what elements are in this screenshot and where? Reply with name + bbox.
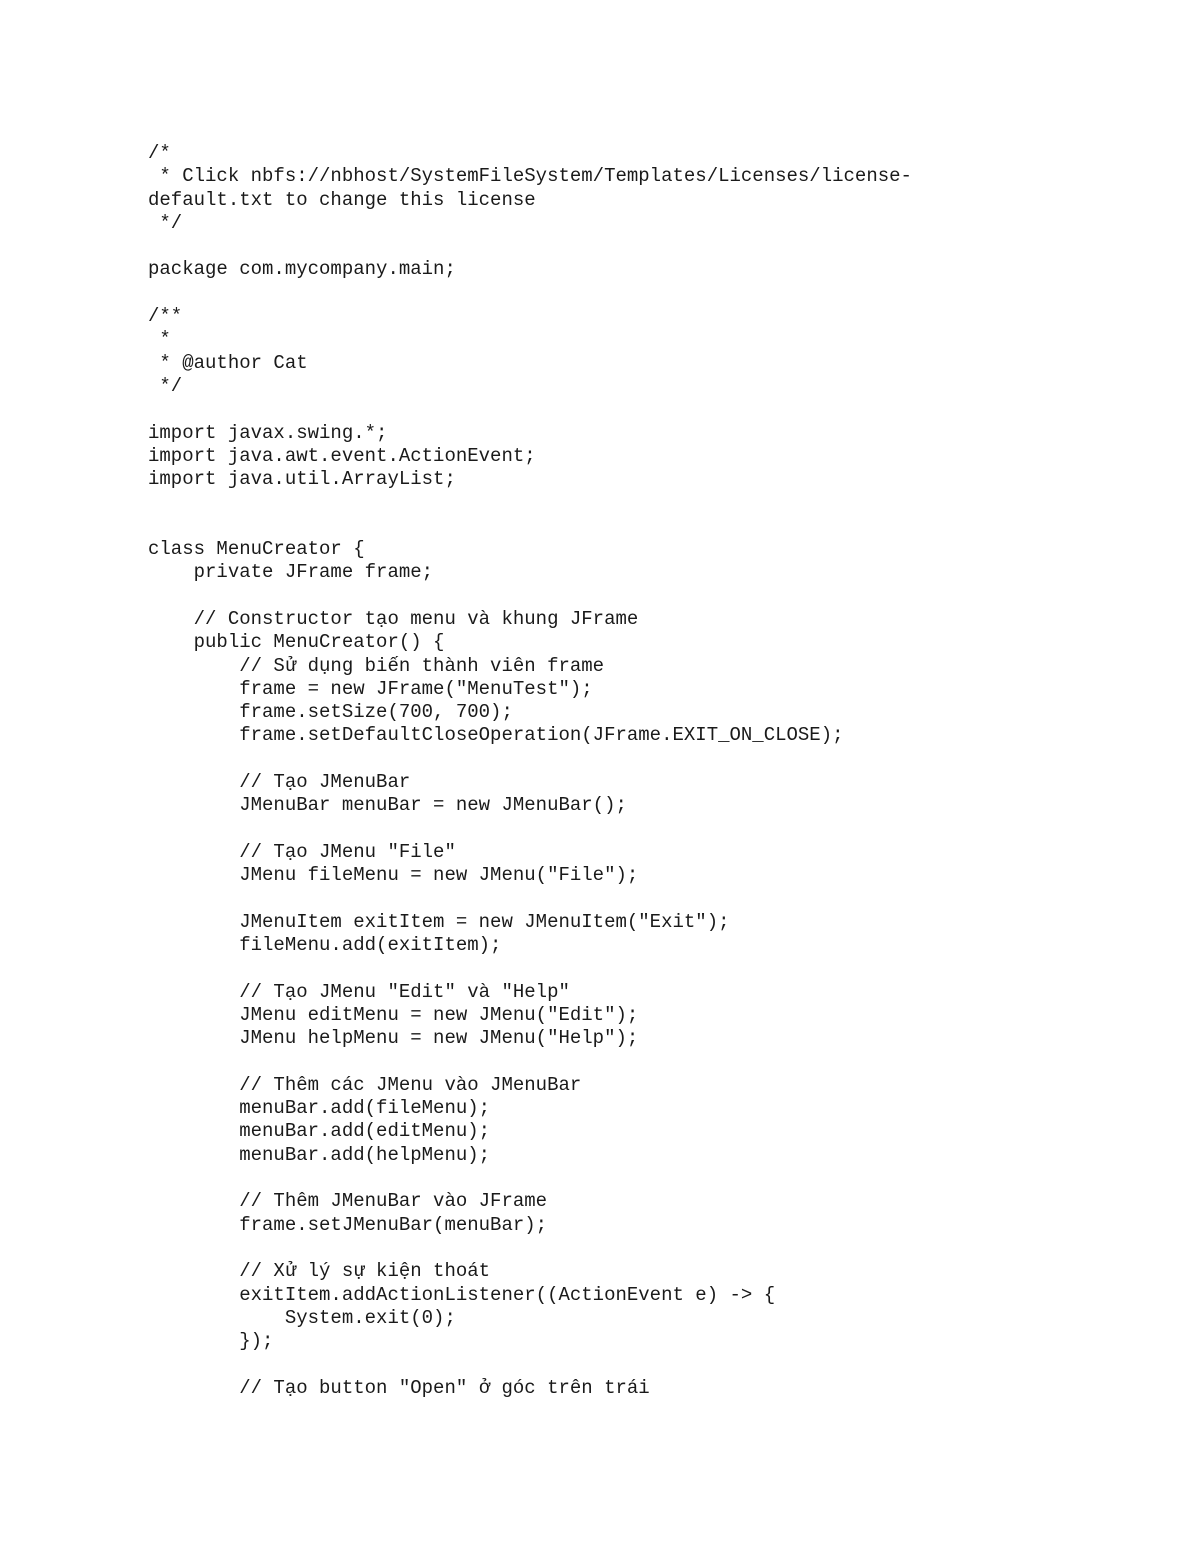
code-line: import java.util.ArrayList; [148, 468, 456, 491]
code-line: private JFrame frame; [148, 561, 434, 584]
blank-line [148, 491, 1148, 514]
blank-line [148, 1353, 1148, 1376]
blank-line [148, 748, 1148, 771]
blank-line [148, 888, 1148, 911]
code-line: import java.awt.event.ActionEvent; [148, 444, 536, 467]
blank-line [148, 1167, 1148, 1190]
code-line: JMenu helpMenu = new JMenu("Help"); [148, 1027, 639, 1050]
blank-line [148, 398, 1148, 421]
code-line: // Tạo JMenu "Edit" và "Help" [148, 980, 570, 1003]
blank-line [148, 282, 1148, 305]
blank-line [148, 818, 1148, 841]
code-line: // Sử dụng biến thành viên frame [148, 654, 605, 677]
code-line: frame.setSize(700, 700); [148, 701, 513, 724]
code-line: frame.setDefaultCloseOperation(JFrame.EXIT_ON_CLOSE); [148, 724, 844, 747]
code-line: System.exit(0); [148, 1306, 456, 1329]
blank-line [148, 235, 1148, 258]
code-line: * @author Cat [148, 351, 308, 374]
code-line: */ [148, 374, 183, 397]
code-line: /** [148, 305, 183, 328]
code-listing [148, 142, 1148, 1400]
blank-line [148, 515, 1148, 538]
code-line: JMenu editMenu = new JMenu("Edit"); [148, 1003, 639, 1026]
code-line: // Tạo JMenuBar [148, 771, 411, 794]
blank-line [148, 957, 1148, 980]
code-line: fileMenu.add(exitItem); [148, 934, 502, 957]
code-line: exitItem.addActionListener((ActionEvent e) -> { [148, 1283, 776, 1306]
code-line: package com.mycompany.main; [148, 258, 456, 281]
code-line: default.txt to change this license [148, 188, 536, 211]
code-line: frame = new JFrame("MenuTest"); [148, 677, 593, 700]
code-line: /* [148, 142, 171, 164]
code-line: // Tạo JMenu "File" [148, 840, 456, 863]
code-line: */ [148, 211, 183, 234]
code-line: import javax.swing.*; [148, 421, 388, 444]
code-line: * Click nbfs://nbhost/SystemFileSystem/Templates/Licenses/license- [148, 165, 912, 188]
code-line: JMenuBar menuBar = new JMenuBar(); [148, 794, 627, 817]
code-line: // Thêm JMenuBar vào JFrame [148, 1190, 548, 1213]
code-line: * [148, 328, 171, 351]
code-line: menuBar.add(fileMenu); [148, 1097, 491, 1120]
blank-line [148, 1237, 1148, 1260]
code-line: menuBar.add(editMenu); [148, 1120, 491, 1143]
code-line: // Tạo button "Open" ở góc trên trái [148, 1376, 650, 1399]
code-line: menuBar.add(helpMenu); [148, 1143, 491, 1166]
code-line: JMenu fileMenu = new JMenu("File"); [148, 864, 639, 887]
code-line: }); [148, 1330, 274, 1353]
code-line: // Xử lý sự kiện thoát [148, 1260, 491, 1283]
code-line: public MenuCreator() { [148, 631, 445, 654]
code-line: // Constructor tạo menu và khung JFrame [148, 607, 639, 630]
code-line: // Thêm các JMenu vào JMenuBar [148, 1073, 582, 1096]
code-line: class MenuCreator { [148, 538, 365, 561]
blank-line [148, 585, 1148, 608]
code-line: JMenuItem exitItem = new JMenuItem("Exit"); [148, 910, 730, 933]
blank-line [148, 1051, 1148, 1074]
code-line: frame.setJMenuBar(menuBar); [148, 1213, 548, 1236]
